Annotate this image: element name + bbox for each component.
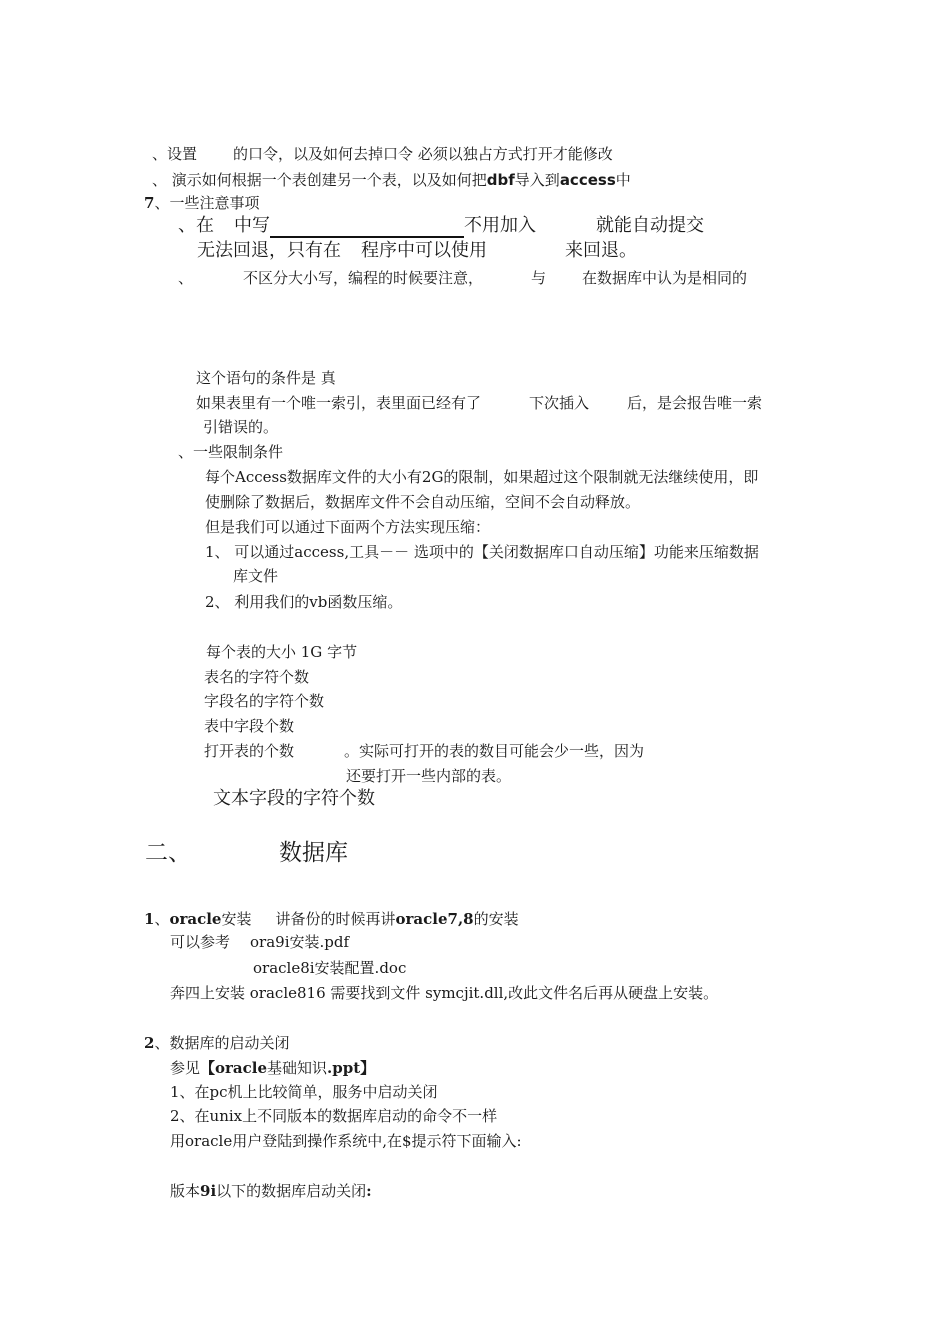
section-heading: 1、oracle安装 讲备份的时候再讲oracle7,8的安装 bbox=[144, 910, 519, 928]
text-line: 、 不区分大小写，编程的时候要注意， 与 在数据库中认为是相同的 bbox=[178, 269, 748, 287]
text-line: oracle8i安装配置.doc bbox=[253, 959, 407, 977]
text-line: 可以参考 ora9i安装.pdf bbox=[170, 933, 350, 951]
text-line: 如果表里有一个唯一索引，表里面已经有了 下次插入 后，是会报告唯一索 bbox=[196, 394, 763, 412]
text-line: 版本9i以下的数据库启动关闭: bbox=[170, 1182, 372, 1200]
text-line: 字段名的字符个数 bbox=[204, 692, 325, 710]
text-line: 打开表的个数 。实际可打开的表的数目可能会少一些，因为 bbox=[204, 742, 645, 760]
text-line: 参见【oracle基础知识.ppt】 bbox=[170, 1059, 376, 1077]
text-line: 还要打开一些内部的表。 bbox=[346, 767, 512, 785]
text-line: 、在 中写 不用加入 就能自动提交 bbox=[178, 215, 704, 236]
blank-underline bbox=[270, 218, 464, 238]
text-line: 奔四上安装 oracle816 需要找到文件 symcjit.dll,改此文件名后再从硬盘上安装。 bbox=[170, 984, 719, 1002]
text-line: 文本字段的字符个数 bbox=[213, 788, 375, 809]
list-item: 2、在unix上不同版本的数据库启动的命令不一样 bbox=[170, 1107, 498, 1125]
list-item: 1、 可以通过access,工具－－ 选项中的【关闭数据库口自动压缩】功能来压缩数据 bbox=[205, 543, 759, 561]
chapter-heading: 二、 数据库 bbox=[145, 840, 348, 866]
text-line: 但是我们可以通过下面两个方法实现压缩： bbox=[205, 518, 491, 536]
text-line: 每个Access数据库文件的大小有2G的限制，如果超过这个限制就无法继续使用，即 bbox=[205, 468, 759, 486]
text-line: 无法回退，只有在 程序中可以使用 来回退。 bbox=[197, 240, 637, 261]
text-line: 库文件 bbox=[233, 567, 279, 585]
text-line: 、 演示如何根据一个表创建另一个表，以及如何把dbf导入到access中 bbox=[152, 171, 631, 189]
text-line: 表名的字符个数 bbox=[204, 668, 310, 686]
text-line: 、一些限制条件 bbox=[178, 443, 284, 461]
list-item: 1、在pc机上比较简单，服务中启动关闭 bbox=[170, 1083, 438, 1101]
section-heading: 2、数据库的启动关闭 bbox=[144, 1034, 290, 1052]
text-line: 使删除了数据后，数据库文件不会自动压缩，空间不会自动释放。 bbox=[205, 493, 641, 511]
text-line: 每个表的大小 1G 字节 bbox=[206, 643, 358, 661]
text-line: 引错误的。 bbox=[203, 418, 279, 436]
section-heading: 7、一些注意事项 bbox=[144, 194, 260, 212]
text-line: 用oracle用户登陆到操作系统中,在$提示符下面输入: bbox=[170, 1132, 522, 1150]
list-item: 2、 利用我们的vb函数压缩。 bbox=[205, 593, 403, 611]
text-line: 这个语句的条件是 真 bbox=[196, 369, 336, 387]
text-line: 、设置 的口令，以及如何去掉口令 必须以独占方式打开才能修改 bbox=[152, 145, 613, 163]
text-line: 表中字段个数 bbox=[204, 717, 295, 735]
